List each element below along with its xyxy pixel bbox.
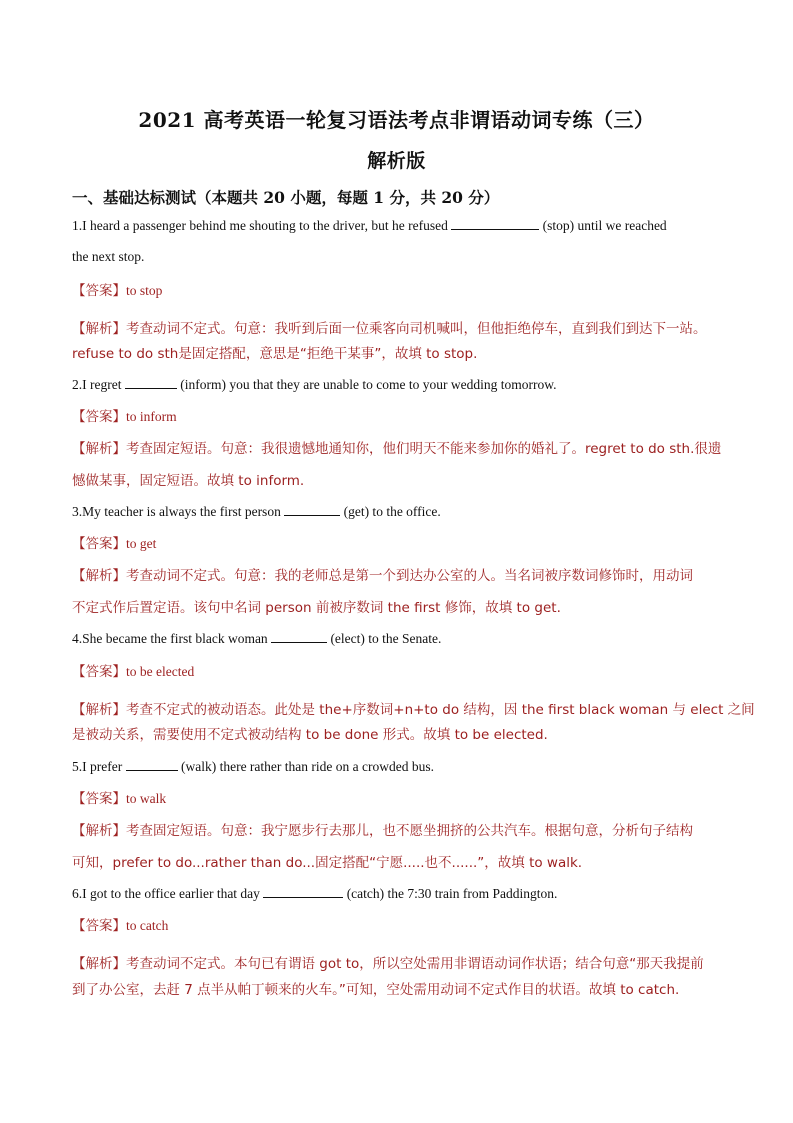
analysis-1-line2: refuse to do sth是固定搭配，意思是“拒绝干某事”，故填 to stop.	[72, 346, 478, 362]
question-text: 2.I regret	[72, 377, 122, 392]
question-text: (get) to the office.	[343, 504, 441, 519]
question-text: 3.My teacher is always the first person	[72, 504, 281, 519]
question-6	[72, 885, 762, 903]
analysis-text: 考查动词不定式。句意：我的老师总是第一个到达办公室的人。当名词被序数词修饰时，用动词	[126, 568, 693, 584]
question-text: (stop) until we reached	[542, 218, 667, 233]
answer-blank	[271, 630, 327, 643]
answer-label: 【答案】	[72, 791, 126, 807]
analysis-text: 考查动词不定式。本句已有谓语 got to，所以空处需用非谓语动词作状语；结合句意“那天我提前	[126, 956, 704, 972]
question-3	[72, 503, 762, 521]
answer-2	[72, 408, 762, 426]
section-heading: 一、基础达标测试（本题共 20 小题，每题 1 分，共 20 分）	[72, 188, 500, 207]
analysis-text: 考查固定短语。句意：我很遗憾地通知你，他们明天不能来参加你的婚礼了。regret to do sth.很遗	[126, 441, 722, 457]
answer-blank	[126, 758, 178, 771]
answer-text: to stop	[126, 283, 163, 298]
question-text: (elect) to the Senate.	[330, 631, 442, 646]
answer-text: to be elected	[126, 664, 195, 679]
document-subtitle: 解析版	[367, 150, 426, 172]
analysis-1	[72, 320, 762, 338]
answer-blank	[284, 503, 340, 516]
document-title: 2021 高考英语一轮复习语法考点非谓语动词专练（三）	[138, 108, 655, 132]
question-5	[72, 758, 762, 776]
analysis-label: 【解析】	[72, 702, 126, 718]
analysis-2-line2: 憾做某事，固定短语。故填 to inform.	[72, 473, 305, 489]
question-1-line2: the next stop.	[72, 249, 145, 264]
analysis-2	[72, 440, 762, 458]
analysis-label: 【解析】	[72, 823, 126, 839]
analysis-6	[72, 955, 762, 973]
analysis-4	[72, 701, 762, 719]
answer-text: to get	[126, 536, 157, 551]
question-text: 1.I heard a passenger behind me shouting to the driver, but he refused	[72, 218, 448, 233]
question-2	[72, 376, 762, 394]
analysis-text: 考查不定式的被动语态。此处是 the+序数词+n+to do 结构，因 the first black woman 与 elect 之间	[126, 702, 755, 718]
question-text: 6.I got to the office earlier that day	[72, 886, 260, 901]
answer-text: to catch	[126, 918, 169, 933]
analysis-text: 考查固定短语。句意：我宁愿步行去那儿，也不愿坐拥挤的公共汽车。根据句意，分析句子结构	[126, 823, 693, 839]
question-4	[72, 630, 762, 648]
answer-label: 【答案】	[72, 409, 126, 425]
answer-3	[72, 535, 762, 553]
question-text: 4.She became the first black woman	[72, 631, 268, 646]
answer-text: to walk	[126, 791, 167, 806]
question-1	[72, 217, 762, 235]
answer-blank	[263, 885, 343, 898]
answer-label: 【答案】	[72, 918, 126, 934]
question-text: (inform) you that they are unable to come to your wedding tomorrow.	[180, 377, 557, 392]
analysis-5	[72, 822, 762, 840]
analysis-6-line2: 到了办公室，去赶 7 点半从帕丁顿来的火车。”可知，空处需用动词不定式作目的状语。故填 to catch.	[72, 982, 680, 998]
analysis-text: 考查动词不定式。句意：我听到后面一位乘客向司机喊叫，但他拒绝停车，直到我们到达下一站。	[126, 321, 707, 337]
answer-4	[72, 663, 762, 681]
analysis-4-line2: 是被动关系，需要使用不定式被动结构 to be done 形式。故填 to be elected.	[72, 727, 548, 743]
question-text: (walk) there rather than ride on a crowded bus.	[180, 759, 434, 774]
analysis-label: 【解析】	[72, 956, 126, 972]
answer-label: 【答案】	[72, 283, 126, 299]
answer-6	[72, 917, 762, 935]
analysis-label: 【解析】	[72, 441, 126, 457]
analysis-3	[72, 567, 762, 585]
answer-label: 【答案】	[72, 536, 126, 552]
answer-text: to inform	[126, 409, 177, 424]
answer-label: 【答案】	[72, 664, 126, 680]
answer-blank	[451, 217, 539, 230]
answer-blank	[125, 376, 177, 389]
analysis-5-line2: 可知，prefer to do...rather than do...固定搭配“宁愿.....也不......”，故填 to walk.	[72, 855, 583, 871]
analysis-label: 【解析】	[72, 321, 126, 337]
analysis-label: 【解析】	[72, 568, 126, 584]
question-text: (catch) the 7:30 train from Paddington.	[346, 886, 558, 901]
question-text: 5.I prefer	[72, 759, 123, 774]
answer-5	[72, 790, 762, 808]
analysis-3-line2: 不定式作后置定语。该句中名词 person 前被序数词 the first 修饰，故填 to get.	[72, 600, 561, 616]
answer-1	[72, 282, 762, 300]
